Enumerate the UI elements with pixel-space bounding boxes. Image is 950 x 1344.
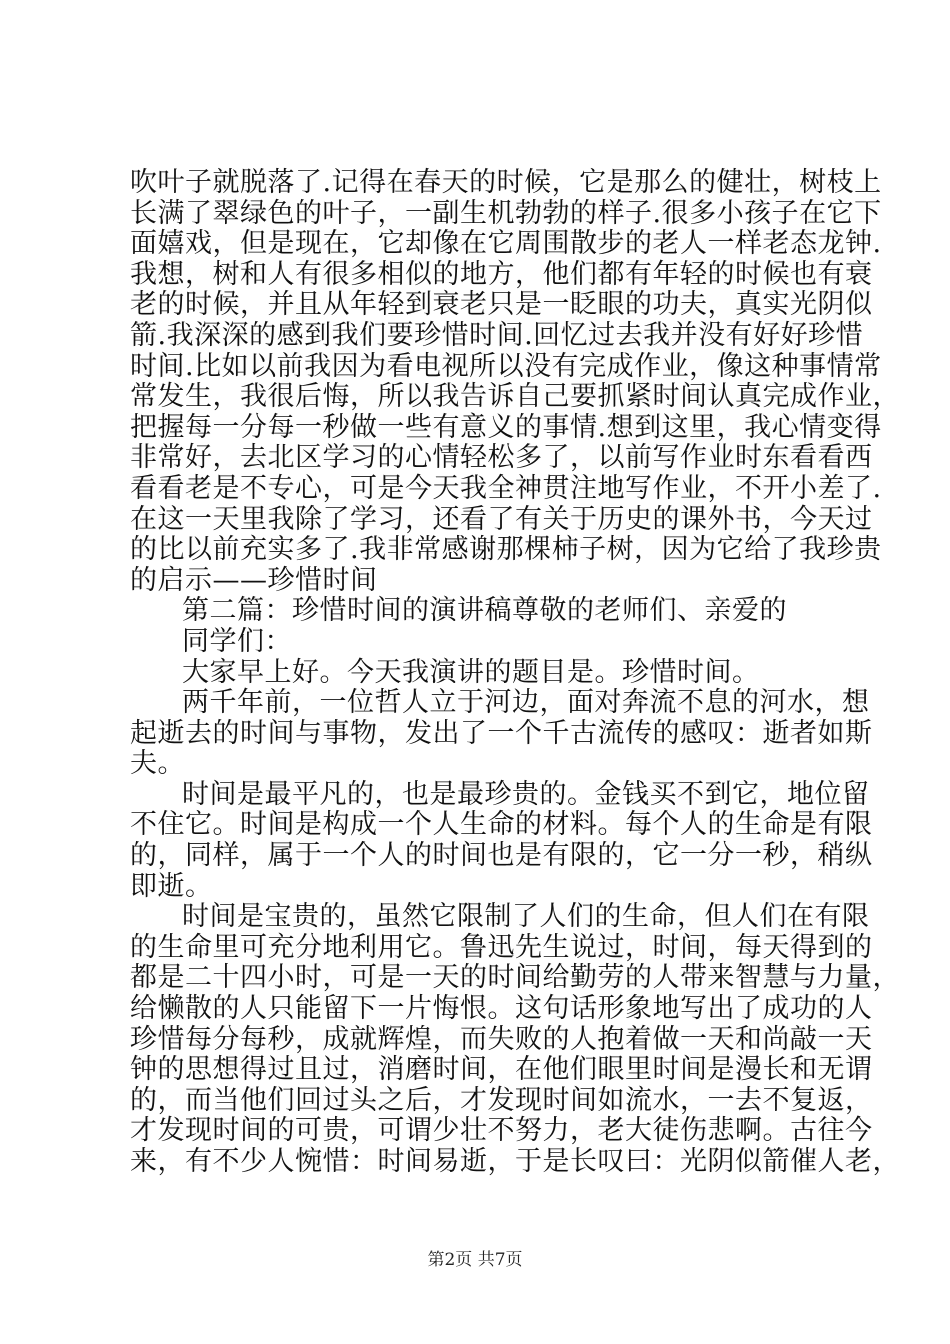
text-line: 的比以前充实多了.我非常感谢那棵柿子树，因为它给了我珍贵	[130, 534, 882, 566]
text-line: 的生命里可充分地利用它。鲁迅先生说过，时间，每天得到的	[130, 931, 873, 963]
text-line: 夫。	[130, 748, 185, 780]
text-line: 吹叶子就脱落了.记得在春天的时候，它是那么的健壮，树枝上	[130, 167, 882, 198]
text-line: 都是二十四小时，可是一天的时间给勤劳的人带来智慧与力量，	[130, 962, 900, 994]
text-line: 才发现时间的可贵，可谓少壮不努力，老大徒伤悲啊。古往今	[130, 1115, 873, 1147]
text-line: 把握每一分每一秒做一些有意义的事情.想到这里，我心情变得	[130, 411, 882, 443]
text-line: 看看老是不专心，可是今天我全神贯注地写作业，不开小差了.	[130, 472, 882, 504]
text-line: 箭.我深深的感到我们要珍惜时间.回忆过去我并没有好好珍惜	[130, 319, 864, 351]
text-line: 给懒散的人只能留下一片悔恨。这句话形象地写出了成功的人	[130, 993, 873, 1025]
text-line: 老的时候，并且从年轻到衰老只是一眨眼的功夫，真实光阴似	[130, 289, 873, 321]
text-line: 珍惜每分每秒，成就辉煌，而失败的人抱着做一天和尚敲一天	[130, 1023, 873, 1055]
text-line: 常发生，我很后悔，所以我告诉自己要抓紧时间认真完成作业，	[130, 381, 900, 413]
text-line: 即逝。	[130, 870, 213, 902]
text-line: 的启示——珍惜时间	[130, 564, 378, 596]
document-body	[130, 167, 900, 1178]
text-line: 我想，树和人有很多相似的地方，他们都有年轻的时候也有衰	[130, 258, 873, 290]
text-line: 在这一天里我除了学习，还看了有关于历史的课外书，今天过	[130, 503, 873, 535]
text-line: 长满了翠绿色的叶子，一副生机勃勃的样子.很多小孩子在它下	[130, 197, 882, 229]
text-line: 时间是最平凡的，也是最珍贵的。金钱买不到它，地位留	[182, 778, 870, 810]
text-line: 两千年前，一位哲人立于河边，面对奔流不息的河水，想	[182, 687, 870, 719]
text-line: 非常好，去北区学习的心情轻松多了，以前写作业时东看看西	[130, 442, 873, 474]
text-line: 大家早上好。今天我演讲的题目是。珍惜时间。	[182, 656, 760, 688]
text-line: 起逝去的时间与事物，发出了一个千古流传的感叹：逝者如斯	[130, 717, 873, 749]
text-line: 不住它。时间是构成一个人生命的材料。每个人的生命是有限	[130, 809, 873, 841]
page-footer: 第2页 共7页	[427, 1250, 523, 1270]
text-line: 来，有不少人惋惜：时间易逝，于是长叹曰：光阴似箭催人老，	[130, 1146, 900, 1177]
text-line: 钟的思想得过且过，消磨时间，在他们眼里时间是漫长和无谓	[130, 1054, 873, 1086]
text-line: 面嬉戏，但是现在，它却像在它周围散步的老人一样老态龙钟.	[130, 228, 882, 260]
text-line: 时间.比如以前我因为看电视所以没有完成作业，像这种事情常	[130, 350, 882, 382]
text-line: 时间是宝贵的，虽然它限制了人们的生命，但人们在有限	[182, 901, 870, 933]
text-line: 同学们：	[182, 625, 292, 657]
text-line: 的，而当他们回过头之后，才发现时间如流水，一去不复返，	[130, 1084, 873, 1116]
text-line: 的，同样，属于一个人的时间也是有限的，它一分一秒，稍纵	[130, 840, 873, 872]
text-line: 第二篇：珍惜时间的演讲稿尊敬的老师们、亲爱的	[182, 595, 787, 627]
